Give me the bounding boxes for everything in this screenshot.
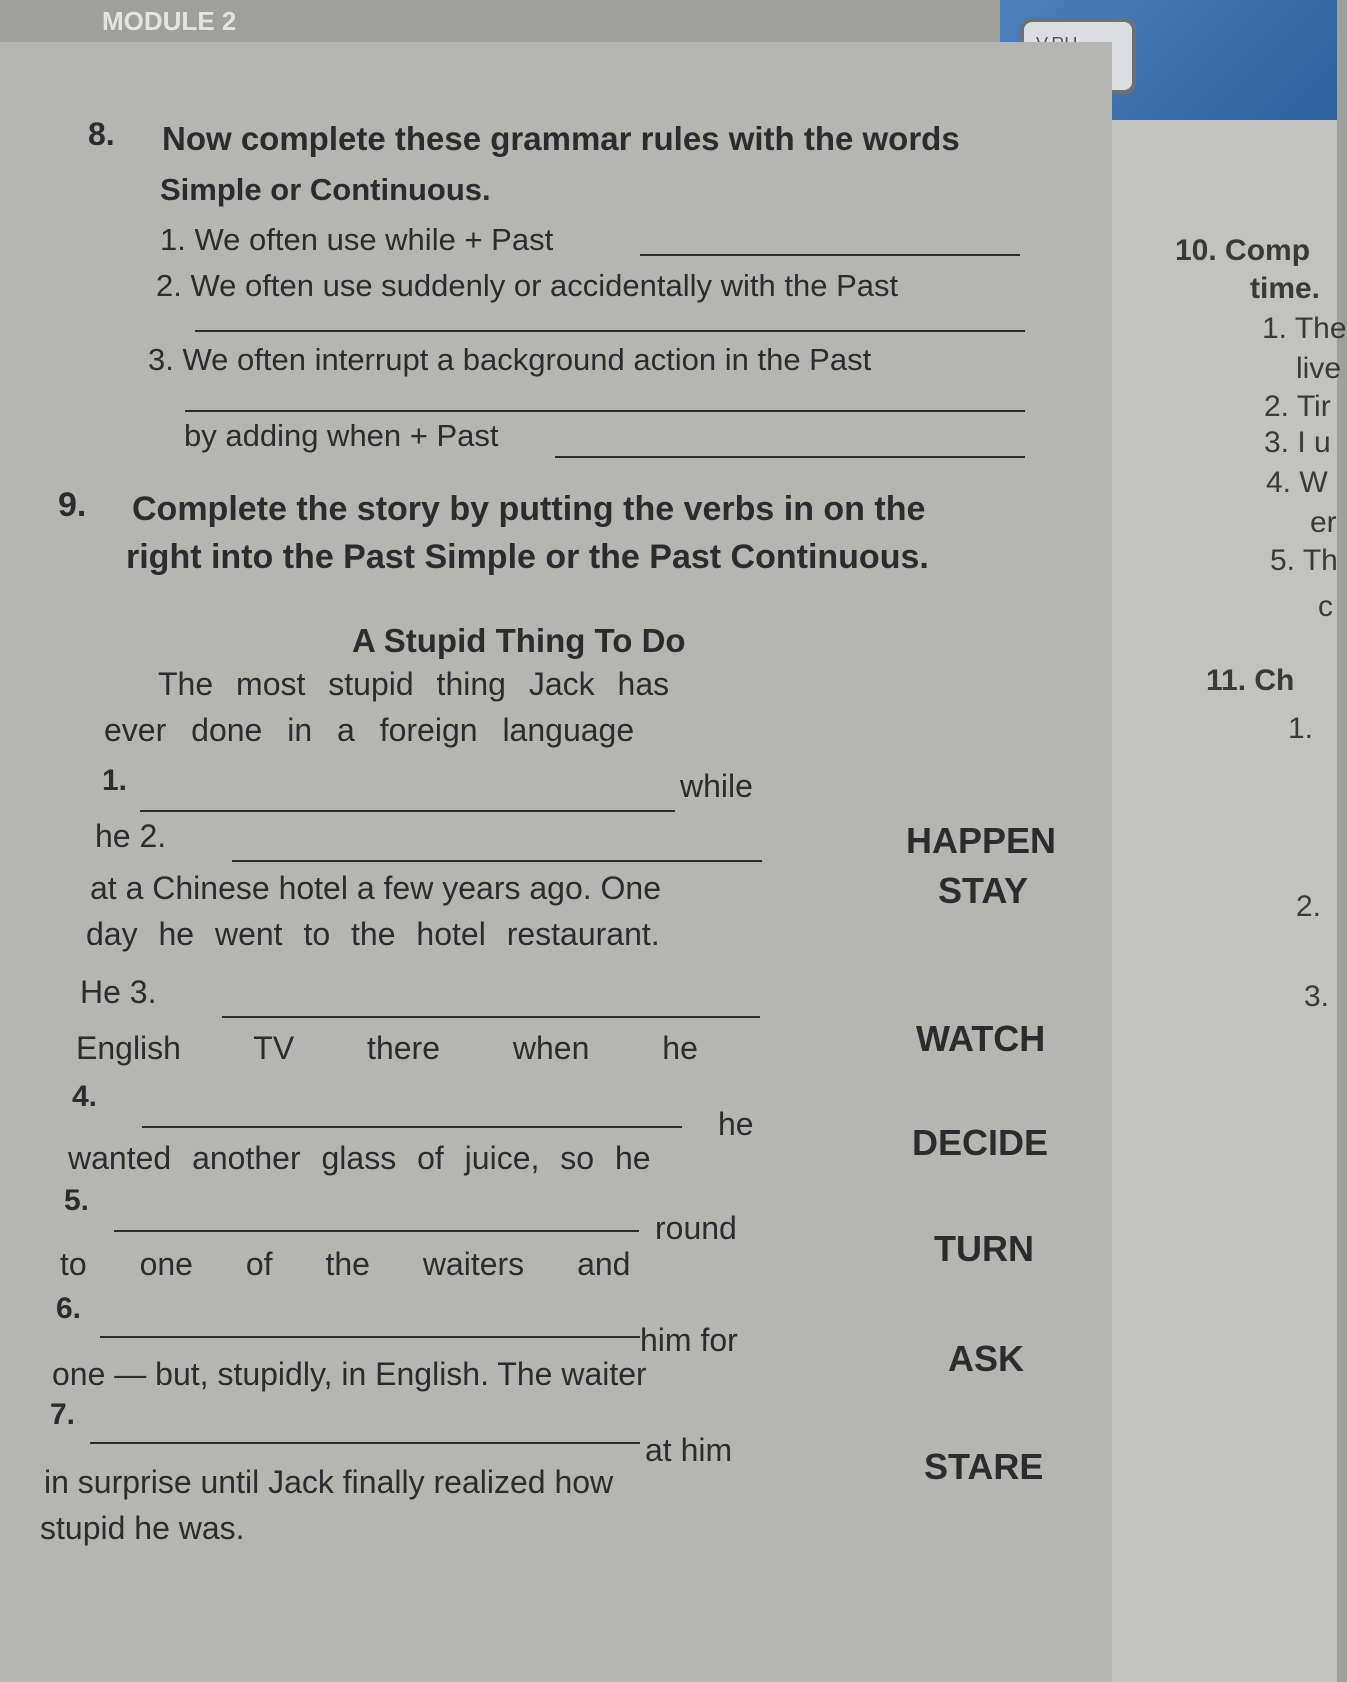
- verb-watch: WATCH: [916, 1018, 1046, 1059]
- story-title: A Stupid Thing To Do: [352, 622, 686, 659]
- module-label: MODULE 2: [102, 6, 237, 36]
- ex8-rule-3: 3. We often interrupt a background action in the Past: [148, 342, 872, 377]
- right-page-text: 1. The: [1262, 312, 1347, 345]
- verb-stay: STAY: [938, 870, 1029, 911]
- story-line: ever done in a foreign language: [104, 712, 635, 748]
- gap-number-2: he 2.: [95, 818, 167, 854]
- verb-turn: TURN: [934, 1228, 1034, 1269]
- ex8-title-2: Simple or Continuous.: [160, 172, 491, 207]
- ex8-rule-3b: by adding when + Past: [184, 418, 499, 453]
- right-page-text: 2. Tir: [1264, 390, 1331, 423]
- right-page-text: 3.: [1304, 980, 1330, 1013]
- story-line: English TV there when he: [76, 1030, 698, 1066]
- story-line: at him: [645, 1432, 733, 1468]
- ex8-blank-2[interactable]: [195, 330, 1025, 332]
- right-page-text: 4. W: [1266, 466, 1328, 499]
- right-page-text: time.: [1250, 272, 1321, 305]
- story-line: one — but, stupidly, in English. The waiter: [52, 1356, 647, 1392]
- story-blank-4[interactable]: [142, 1126, 682, 1128]
- ex8-blank-4[interactable]: [555, 456, 1025, 458]
- story-line: to one of the waiters and: [60, 1246, 631, 1282]
- story-line: he: [718, 1106, 754, 1142]
- ex9-number: 9.: [58, 486, 87, 524]
- ex8-blank-3[interactable]: [185, 410, 1025, 412]
- story-blank-1[interactable]: [140, 810, 675, 812]
- ex8-rule-1: 1. We often use while + Past: [160, 222, 554, 257]
- ex8-blank-1[interactable]: [640, 254, 1020, 256]
- ex9-title-1: Complete the story by putting the verbs in on the: [132, 490, 926, 528]
- story-line: The most stupid thing Jack has: [158, 666, 670, 702]
- gap-number-6: 6.: [56, 1292, 82, 1325]
- story-line: stupid he was.: [40, 1510, 245, 1546]
- story-line: wanted another glass of juice, so he: [68, 1140, 651, 1176]
- ex9-title-2: right into the Past Simple or the Past Continuous.: [126, 538, 929, 576]
- ex8-number: 8.: [88, 116, 115, 152]
- verb-decide: DECIDE: [912, 1122, 1049, 1163]
- verb-stare: STARE: [924, 1446, 1044, 1487]
- right-page-text: 5. Th: [1270, 544, 1338, 577]
- gap-number-1: 1.: [102, 764, 128, 797]
- gap-number-3: He 3.: [80, 974, 157, 1010]
- story-blank-6[interactable]: [100, 1336, 640, 1338]
- story-blank-3[interactable]: [222, 1016, 760, 1018]
- story-blank-7[interactable]: [90, 1442, 640, 1444]
- right-page-text: 10. Comp: [1175, 234, 1311, 267]
- right-page-text: live: [1296, 352, 1342, 385]
- right-page-text: c: [1318, 590, 1333, 623]
- right-page-text: 1.: [1288, 712, 1314, 745]
- right-page-text: 3. I u: [1264, 426, 1331, 459]
- ex8-rule-2: 2. We often use suddenly or accidentally with the Past: [156, 268, 899, 303]
- story-line: at a Chinese hotel a few years ago. One: [90, 870, 662, 906]
- verb-happen: HAPPEN: [906, 820, 1057, 861]
- story-line: round: [655, 1210, 737, 1246]
- story-blank-2[interactable]: [232, 860, 762, 862]
- gap-number-5: 5.: [64, 1184, 90, 1217]
- story-line: while: [680, 768, 753, 804]
- right-page-text: er: [1310, 506, 1337, 539]
- story-line: in surprise until Jack finally realized how: [44, 1464, 614, 1500]
- story-blank-5[interactable]: [114, 1230, 639, 1232]
- gap-number-7: 7.: [50, 1398, 76, 1431]
- right-page-text: 2.: [1296, 890, 1322, 923]
- gap-number-4: 4.: [72, 1080, 98, 1113]
- story-line: him for: [640, 1322, 738, 1358]
- right-page-text: 11. Ch: [1206, 664, 1295, 697]
- verb-ask: ASK: [948, 1338, 1025, 1379]
- story-line: day he went to the hotel restaurant.: [86, 916, 660, 952]
- ex8-title-1: Now complete these grammar rules with the words: [162, 120, 960, 157]
